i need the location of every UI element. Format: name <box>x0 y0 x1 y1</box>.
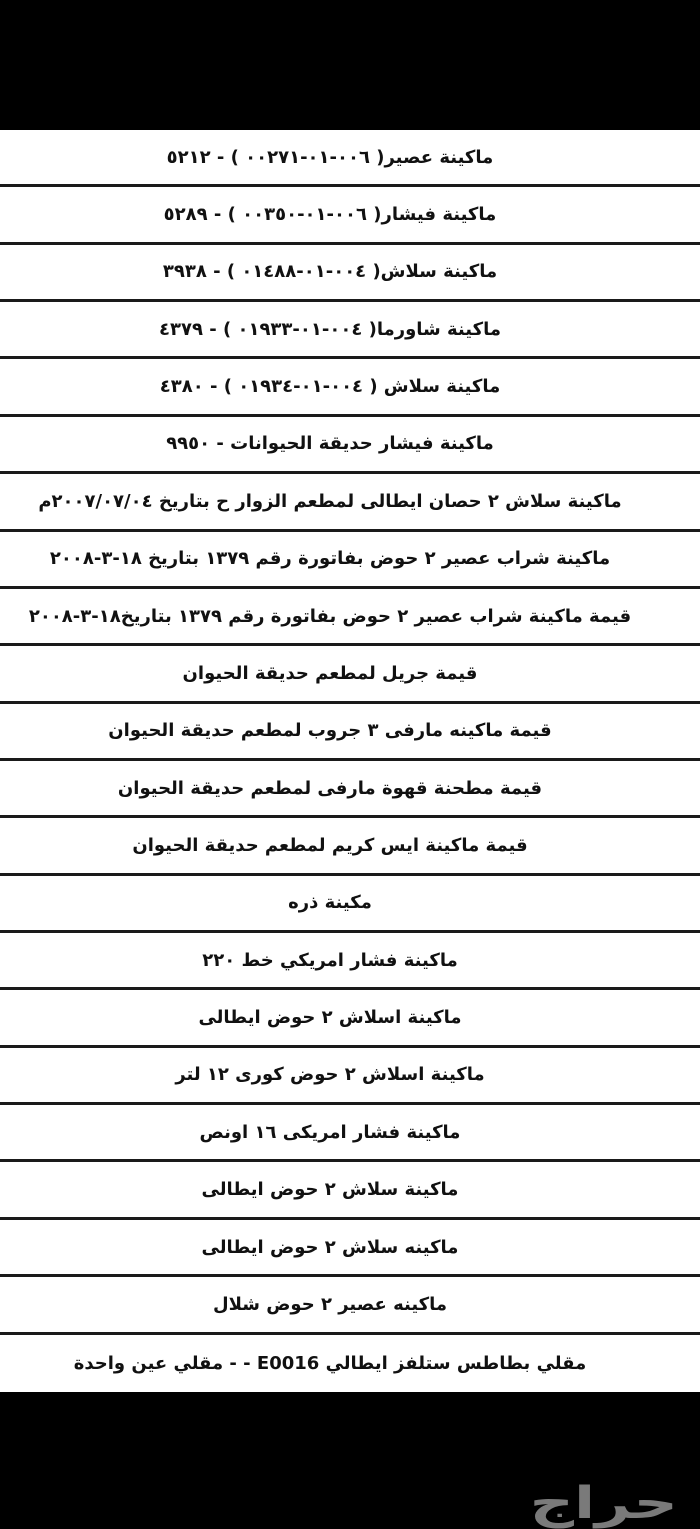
list-row <box>0 532 700 589</box>
row-text: ماكينة فشار امريكي خط ٢٢٠ <box>202 949 458 971</box>
list-row <box>0 1335 700 1392</box>
list-row <box>0 818 700 875</box>
row-text: ماكينة عصير( ٠٠٦-٠١-٠٠٢٧١ ) - ٥٢١٢ <box>166 146 494 168</box>
list-row <box>0 130 700 187</box>
list-row <box>0 761 700 818</box>
row-text: ماكينة شاورما( ٠٠٤-٠١-٠١٩٣٣ ) - ٤٣٧٩ <box>159 318 501 340</box>
list-row <box>0 589 700 646</box>
row-text: ماكينة سلاش( ٠٠٤-٠١-٠١٤٨٨ ) - ٣٩٣٨ <box>162 261 498 283</box>
list-row <box>0 990 700 1047</box>
row-text: ماكينه سلاش ٢ حوض ايطالى <box>201 1236 459 1258</box>
row-text: قيمة ماكينة شراب عصير ٢ حوض بفاتورة رقم ١٣٧٩ بتاريخ١٨-٣-٢٠٠٨ <box>28 605 632 627</box>
list-row <box>0 187 700 244</box>
row-text: قيمة جريل لمطعم حديقة الحيوان <box>182 662 478 684</box>
list-row <box>0 646 700 703</box>
list-row <box>0 302 700 359</box>
row-text: قيمة مطحنة قهوة مارفى لمطعم حديقة الحيوان <box>117 777 543 799</box>
list-row <box>0 1105 700 1162</box>
row-text: ماكينة اسلاش ٢ حوض كورى ١٢ لتر <box>175 1064 485 1086</box>
list-row <box>0 1277 700 1334</box>
equipment-list <box>0 130 700 1392</box>
row-text: ماكينة شراب عصير ٢ حوض بفاتورة رقم ١٣٧٩ بتاريخ ١٨-٣-٢٠٠٨ <box>49 548 611 570</box>
row-text: قيمة ماكينه مارفى ٣ جروب لمطعم حديقة الحيوان <box>108 720 552 742</box>
row-text: ماكينة فيشار حديقة الحيوانات - ٩٩٥٠ <box>166 433 494 455</box>
row-text: ماكينه عصير ٢ حوض شلال <box>212 1293 448 1315</box>
top-black-bar <box>0 0 700 130</box>
row-text: ماكينة سلاش ٢ حوض ايطالى <box>201 1179 459 1201</box>
list-row <box>0 876 700 933</box>
row-text: قيمة ماكينة ايس كريم لمطعم حديقة الحيوان <box>132 834 528 856</box>
list-row <box>0 417 700 474</box>
list-row <box>0 704 700 761</box>
row-text: ماكينة سلاش ٢ حصان ايطالى لمطعم الزوار ح بتاريخ ٢٠٠٧/٠٧/٠٤م <box>38 490 622 512</box>
list-row <box>0 1220 700 1277</box>
row-text: مكينة ذره <box>288 892 372 914</box>
row-text: ماكينة سلاش ( ٠٠٤-٠١-٠١٩٣٤ ) - ٤٣٨٠ <box>159 376 501 398</box>
row-text: ماكينة فشار امريكى ١٦ اونص <box>199 1121 461 1143</box>
list-row <box>0 933 700 990</box>
list-row <box>0 245 700 302</box>
list-row <box>0 1162 700 1219</box>
list-row <box>0 474 700 531</box>
row-text: ماكينة اسلاش ٢ حوض ايطالى <box>198 1007 462 1029</box>
list-row <box>0 359 700 416</box>
row-text: مقلي بطاطس ستلفز ايطالي E0016 - - مقلي عين واحدة <box>73 1352 587 1374</box>
row-text: ماكينة فيشار( ٠٠٦-٠١-٠٠٣٥٠ ) - ٥٢٨٩ <box>163 204 497 226</box>
haraj-watermark-logo: حراج <box>529 1478 678 1529</box>
list-row <box>0 1048 700 1105</box>
